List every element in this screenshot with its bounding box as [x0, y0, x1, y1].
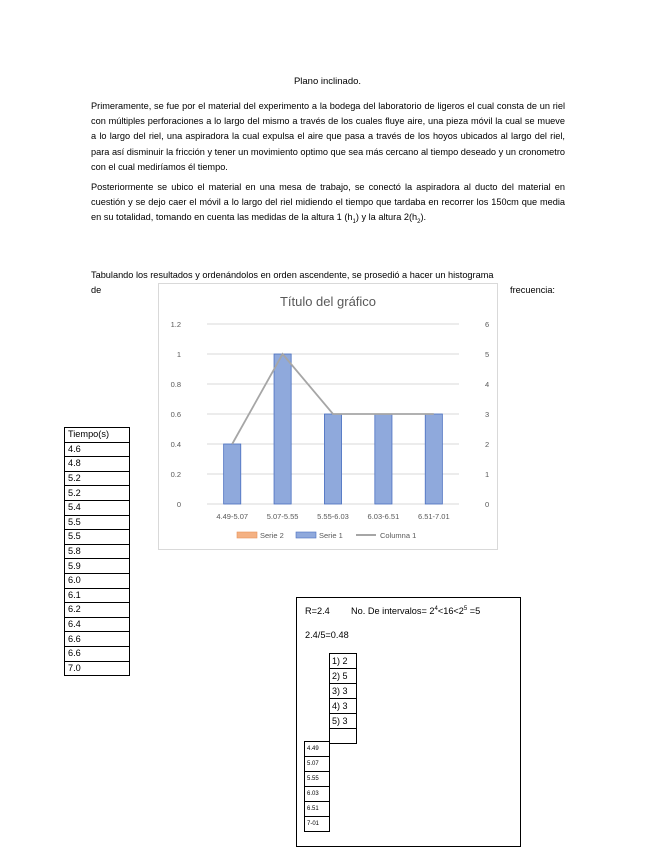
paragraph-procedure-text-b: ) y la altura 2(h — [355, 212, 418, 223]
intervals-exp2: 5 — [463, 606, 468, 612]
y-tick-label: 1 — [176, 350, 181, 359]
calculation-box — [296, 597, 521, 847]
bound-cell: 4.49 — [305, 742, 330, 757]
bar — [224, 444, 241, 504]
tiempo-cell: 5.5 — [65, 530, 130, 545]
tiempo-cell: 4.6 — [65, 442, 130, 457]
y-tick-label: 0.4 — [170, 440, 181, 449]
interval-width-text: 2.4/5=0.48 — [305, 630, 349, 640]
frequency-cell: 2) 5 — [330, 669, 357, 684]
paragraph-material: Primeramente, se fue por el material del experimento a la bodega del laboratorio de ligeros el cual consta de un riel con múltiples perforaciones a lo largo del mismo a través de los cuales fluye aire, una pieza móvil la cual se mueve a lo largo del riel, una aspiradora la cual expulsa el aire que pasa a través de los hoyos ubicados al largo del riel, para así disminuir la fricción y tener un movimiento optimo que sea más cercano al tiempo deseado y un cronometro con el cual mediríamos él tiempo. — [91, 101, 565, 172]
bar — [324, 414, 341, 504]
y2-tick-label: 2 — [485, 440, 490, 449]
y2-tick-label: 3 — [485, 410, 490, 419]
chart-bars — [224, 354, 443, 504]
chart-title: Título del gráfico — [279, 294, 377, 309]
histogram-chart — [158, 283, 498, 550]
frequency-cell: 1) 2 — [330, 654, 357, 669]
bar — [375, 414, 392, 504]
legend-swatch-serie-1 — [296, 532, 316, 538]
tiempo-cell: 5.4 — [65, 500, 130, 515]
subscript-2: 2 — [417, 219, 421, 226]
tiempo-cell: 6.6 — [65, 646, 130, 661]
y2-tick-label: 4 — [485, 380, 490, 389]
chart-y2-axis — [485, 320, 489, 509]
y-tick-label: 0.8 — [170, 380, 181, 389]
frequency-cell: 3) 3 — [330, 684, 357, 699]
x-tick-label: 4.49-5.07 — [216, 512, 249, 521]
bar — [425, 414, 442, 504]
bar — [274, 354, 291, 504]
tiempo-cell: 5.8 — [65, 544, 130, 559]
intervals-prefix: No. De intervalos= 2 — [351, 606, 435, 617]
tiempo-cell: 6.2 — [65, 603, 130, 618]
legend-label-serie-1: Serie 1 — [319, 531, 343, 540]
tiempo-cell: 7.0 — [65, 661, 130, 676]
intervals-text — [351, 606, 480, 616]
intervals-mid: <16<2 — [437, 606, 464, 617]
frequency-cell: 4) 3 — [330, 699, 357, 714]
x-tick-label: 5.55-6.03 — [317, 512, 349, 521]
x-tick-label: 6.51-7.01 — [417, 512, 450, 521]
paragraph-procedure-text-a: Posteriormente se ubico el material en una mesa de trabajo, se conectó la aspiradora al ducto del material en cuestión y se dejo caer el móvil a lo largo del riel midiendo el tiempo que tardaba en recorrer los 150cm que media en su totalidad, tomando en cuenta las medidas de la altura 1 (h — [91, 182, 565, 223]
x-tick-label: 5.07-5.55 — [266, 512, 299, 521]
bound-cell: 7-01 — [305, 817, 330, 832]
histogram-intro-right: frecuencia: — [510, 285, 555, 295]
document-title: Plano inclinado. — [293, 76, 362, 87]
frequency-cell: 5) 3 — [330, 714, 357, 729]
tiempo-cell: 6.0 — [65, 573, 130, 588]
tiempo-cell: 4.8 — [65, 457, 130, 472]
y2-tick-label: 0 — [485, 500, 490, 509]
tiempo-cell: 5.5 — [65, 515, 130, 530]
bound-cell: 6.03 — [305, 787, 330, 802]
legend-swatch-serie-2 — [237, 532, 257, 538]
bound-cell: 5.55 — [305, 772, 330, 787]
tiempo-cell: 5.2 — [65, 486, 130, 501]
bound-cell: 6.51 — [305, 802, 330, 817]
bounds-table — [304, 741, 330, 832]
tiempo-header: Tiempo(s) — [65, 428, 130, 443]
y-tick-label: 1.2 — [170, 320, 181, 329]
y-tick-label: 0.6 — [170, 410, 181, 419]
bound-cell: 5.07 — [305, 757, 330, 772]
histogram-intro-left: de — [91, 285, 102, 295]
tiempo-cell: 6.1 — [65, 588, 130, 603]
legend-label-columna-1: Columna 1 — [380, 531, 417, 540]
paragraph-procedure-text-c: ). — [420, 212, 427, 223]
chart-svg — [159, 284, 497, 549]
y-tick-label: 0 — [176, 500, 181, 509]
legend-label-serie-2: Serie 2 — [260, 531, 284, 540]
histogram-intro-line1: Tabulando los resultados y ordenándolos en orden ascendente, se prosedió a hacer un histograma — [91, 270, 494, 280]
chart-x-axis — [216, 512, 449, 521]
paragraph-procedure — [91, 180, 565, 230]
range-text: R=2.4 — [305, 606, 330, 616]
y2-tick-label: 1 — [485, 470, 490, 479]
frequency-table — [329, 653, 357, 744]
subscript-1: 1 — [352, 219, 356, 226]
x-tick-label: 6.03-6.51 — [367, 512, 400, 521]
tiempo-cell: 6.6 — [65, 632, 130, 647]
y2-tick-label: 5 — [485, 350, 490, 359]
tiempo-cell: 5.9 — [65, 559, 130, 574]
intervals-exp1: 4 — [434, 606, 438, 612]
tiempo-cell: 6.4 — [65, 617, 130, 632]
y2-tick-label: 6 — [485, 320, 490, 329]
chart-y-axis — [171, 320, 181, 509]
tiempo-cell: 5.2 — [65, 471, 130, 486]
tiempo-table — [64, 427, 130, 676]
y-tick-label: 0.2 — [170, 470, 181, 479]
intervals-suffix: =5 — [467, 606, 481, 617]
frequency-cell — [330, 729, 357, 744]
chart-legend — [237, 531, 416, 540]
